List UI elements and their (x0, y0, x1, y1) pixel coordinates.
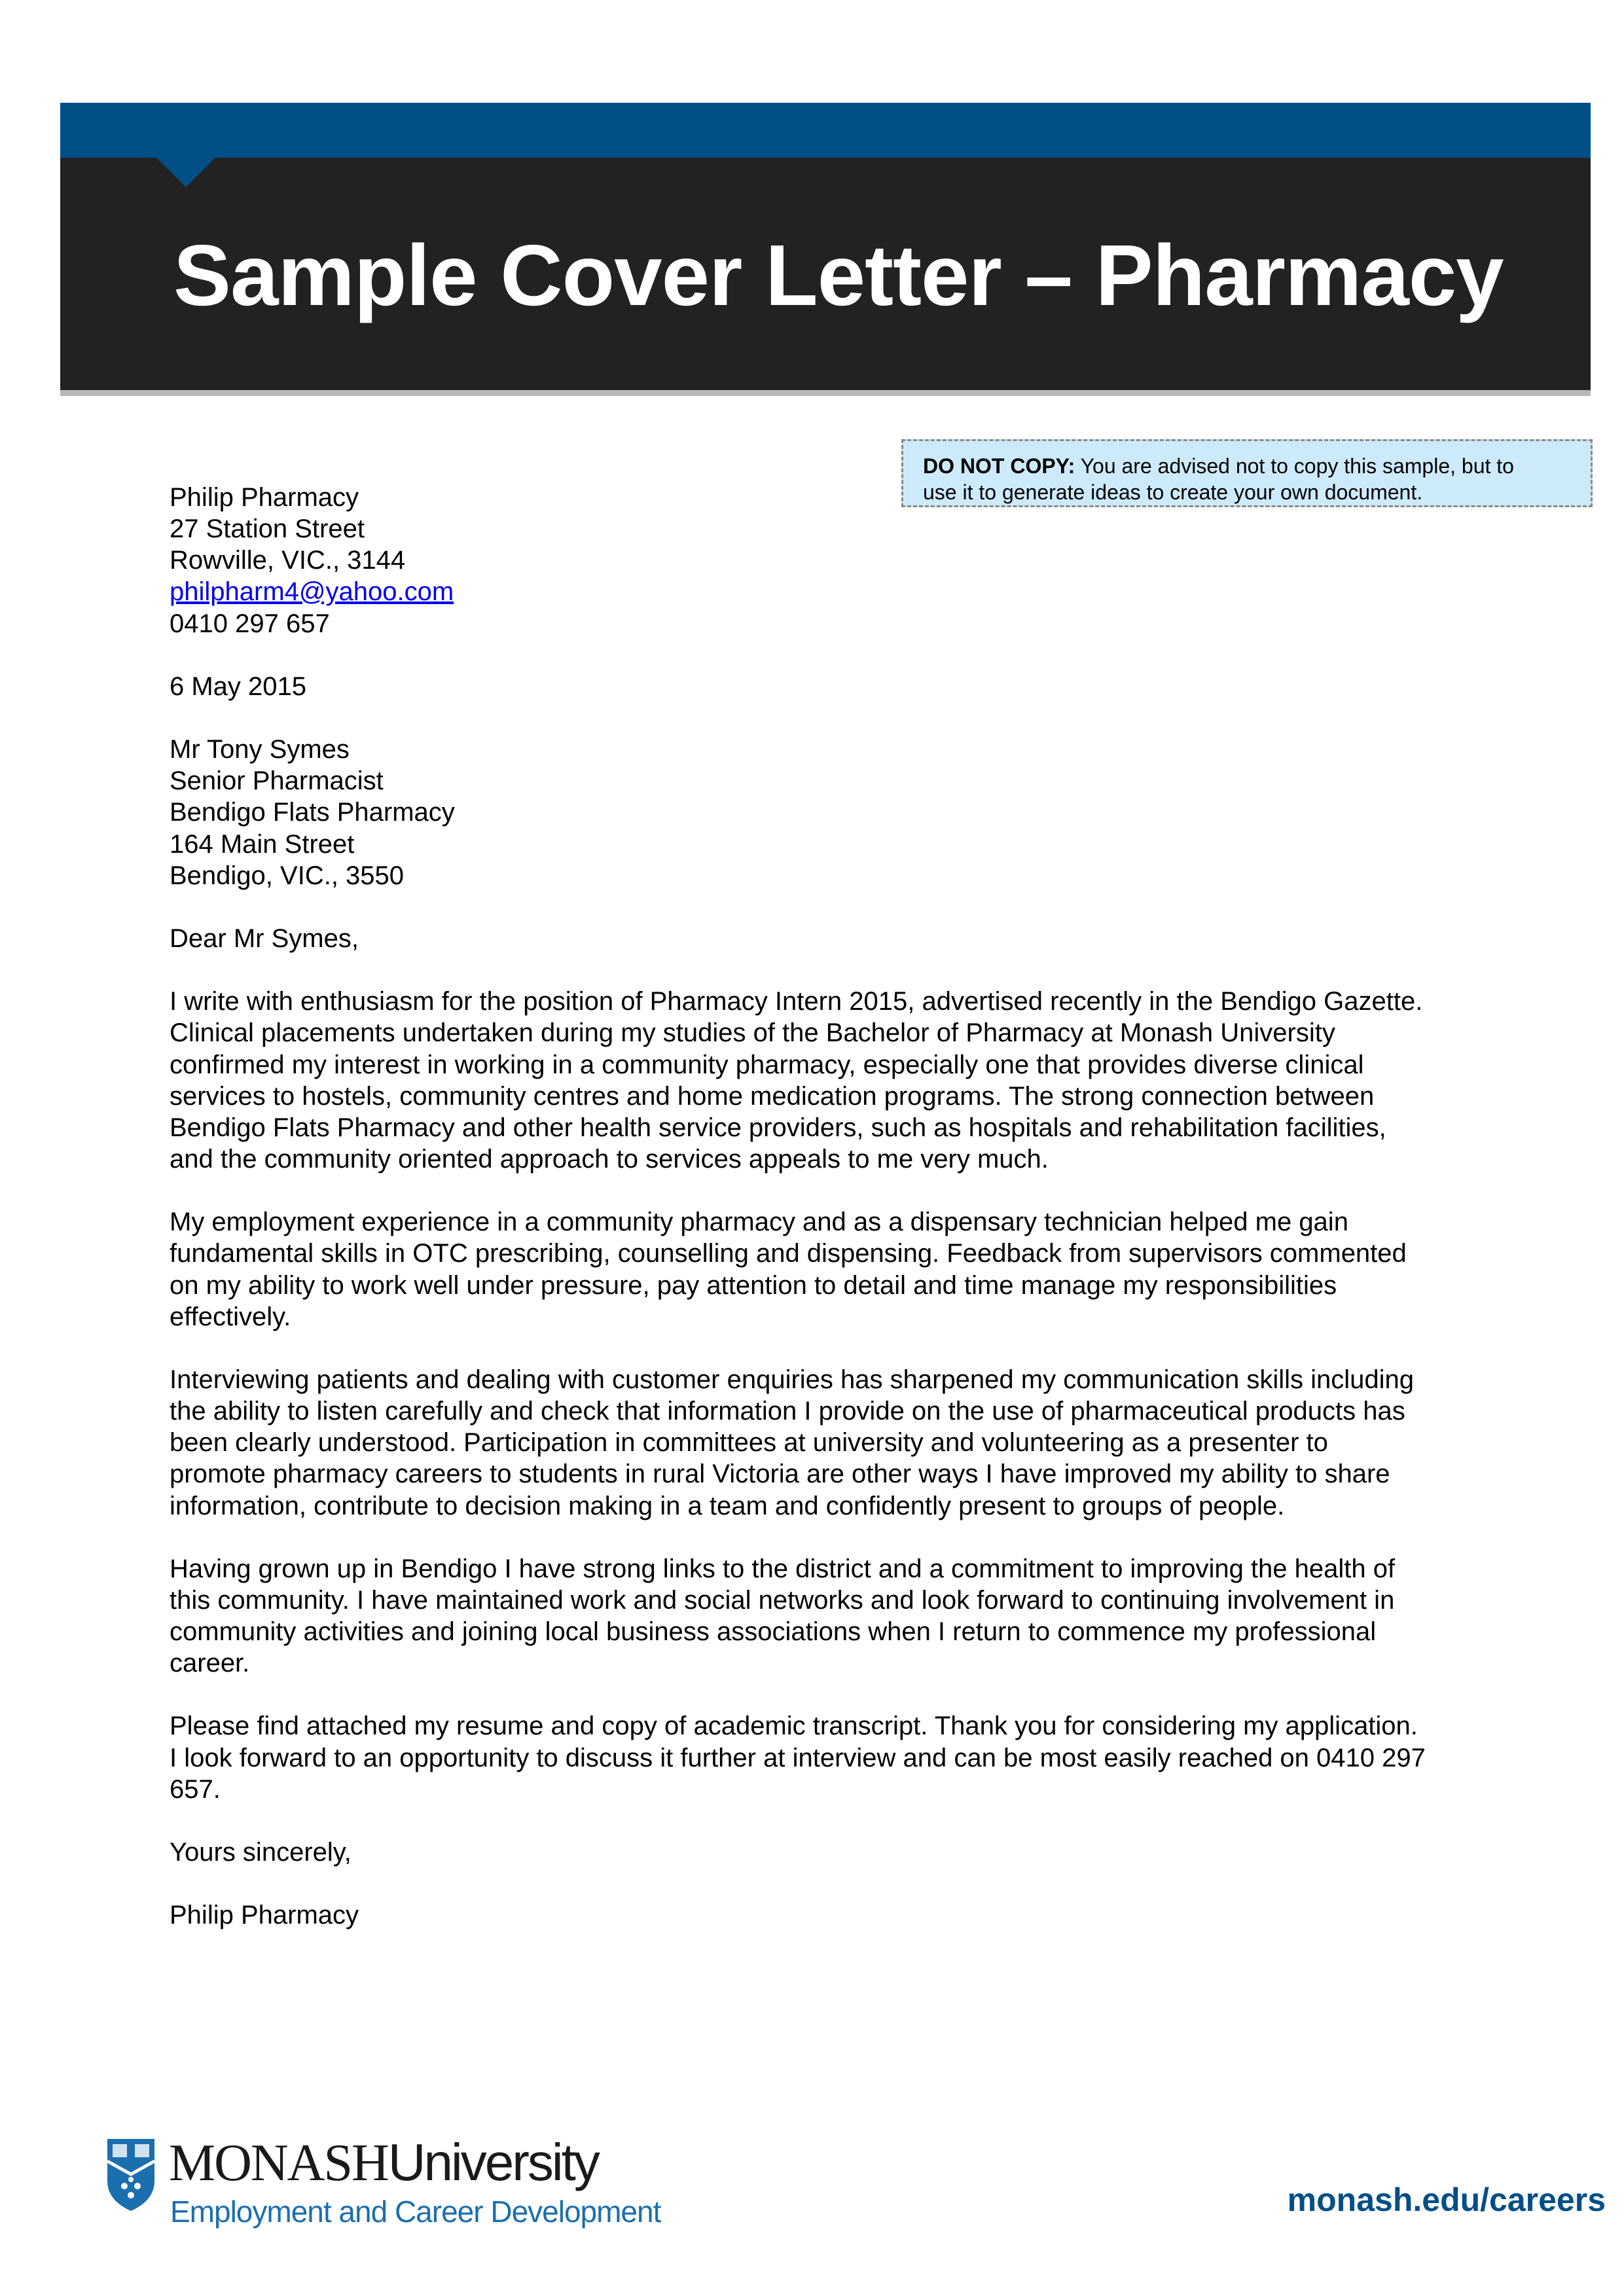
header-accent-band (60, 103, 1591, 158)
monash-crest-icon (105, 2135, 157, 2214)
sender-phone: 0410 297 657 (170, 609, 330, 638)
letter-paragraphs (170, 986, 1426, 1837)
paragraph-line: the ability to listen carefully and check that information I provide on the use of pharmaceutical products has (170, 1397, 1405, 1426)
logo-wordmark: MONASHUniversity (169, 2133, 598, 2192)
paragraph-line: confirmed my interest in working in a community pharmacy, especially one that provides diverse clinical (170, 1050, 1364, 1079)
paragraph-line: Please find attached my resume and copy of academic transcript. Thank you for considering my application. (170, 1712, 1418, 1741)
sender-street: 27 Station Street (170, 514, 365, 544)
paragraph-1 (170, 986, 1426, 1206)
paragraph-line: information, contribute to decision making in a team and confidently present to groups of people. (170, 1491, 1285, 1520)
paragraph-line: been clearly understood. Participation in committees at university and volunteering as a presenter to (170, 1428, 1328, 1458)
paragraph-line: on my ability to work well under pressure, pay attention to detail and time manage my responsibilities (170, 1270, 1337, 1300)
paragraph-line: effectively. (170, 1302, 291, 1331)
recipient-suburb: Bendigo, VIC., 3550 (170, 861, 405, 890)
paragraph-line: I write with enthusiasm for the position of Pharmacy Intern 2015, advertised recently in the Bendigo Gazette. (170, 987, 1423, 1016)
paragraph-line: My employment experience in a community pharmacy and as a dispensary technician helped me gain (170, 1208, 1348, 1237)
paragraph-line: services to hostels, community centres and home medication programs. The strong connection between (170, 1081, 1375, 1111)
header-notch (156, 157, 216, 187)
paragraph-line: this community. I have maintained work and social networks and look forward to continuing involvement in (170, 1585, 1395, 1615)
paragraph-line: Clinical placements undertaken during my studies of the Bachelor of Pharmacy at Monash University (170, 1018, 1335, 1048)
website-link[interactable]: monash.edu/careers (1287, 2181, 1606, 2218)
recipient-name: Mr Tony Symes (170, 735, 350, 764)
paragraph-line: Having grown up in Bendigo I have strong links to the district and a commitment to improving the health of (170, 1554, 1396, 1583)
paragraph-line: promote pharmacy careers to students in rural Victoria are other ways I have improved my ability to share (170, 1460, 1390, 1489)
paragraph-line: and the community oriented approach to services appeals to me very much. (170, 1144, 1049, 1174)
sender-suburb: Rowville, VIC., 3144 (170, 546, 406, 575)
department-name: Employment and Career Development (170, 2195, 661, 2229)
sender-name: Philip Pharmacy (170, 483, 359, 512)
notice-text-2: use it to generate ideas to create your own document. (923, 480, 1423, 504)
paragraph-line: career. (170, 1649, 250, 1678)
paragraph-line: fundamental skills in OTC prescribing, counselling and dispensing. Feedback from supervisors commented (170, 1239, 1407, 1268)
notice-text: You are advised not to copy this sample, but to (1075, 454, 1514, 478)
paragraph-2 (170, 1206, 1426, 1364)
paragraph-5 (170, 1710, 1426, 1837)
signature: Philip Pharmacy (170, 1901, 359, 1930)
paragraph-line: Interviewing patients and dealing with customer enquiries has sharpened my communication skills including (170, 1365, 1414, 1394)
notice-label: DO NOT COPY: (923, 454, 1075, 478)
closing: Yours sincerely, (170, 1838, 352, 1867)
salutation: Dear Mr Symes, (170, 924, 359, 953)
paragraph-line: I look forward to an opportunity to discuss it further at interview and can be most easily reached on 0410 297 (170, 1743, 1426, 1772)
letter-date: 6 May 2015 (170, 672, 307, 701)
letter-body (170, 482, 1426, 1931)
recipient-company: Bendigo Flats Pharmacy (170, 798, 455, 827)
paragraph-3 (170, 1364, 1426, 1553)
recipient-street: 164 Main Street (170, 829, 355, 859)
paragraph-line: 657. (170, 1774, 221, 1804)
recipient-title: Senior Pharmacist (170, 766, 384, 796)
sender-email-link[interactable]: philpharm4@yahoo.com (170, 577, 454, 607)
paragraph-4 (170, 1553, 1426, 1711)
page-title: Sample Cover Letter – Pharmacy (173, 227, 1504, 323)
paragraph-line: Bendigo Flats Pharmacy and other health service providers, such as hospitals and rehabilitation facilities, (170, 1113, 1386, 1142)
paragraph-line: community activities and joining local business associations when I return to commence my professional (170, 1617, 1377, 1647)
